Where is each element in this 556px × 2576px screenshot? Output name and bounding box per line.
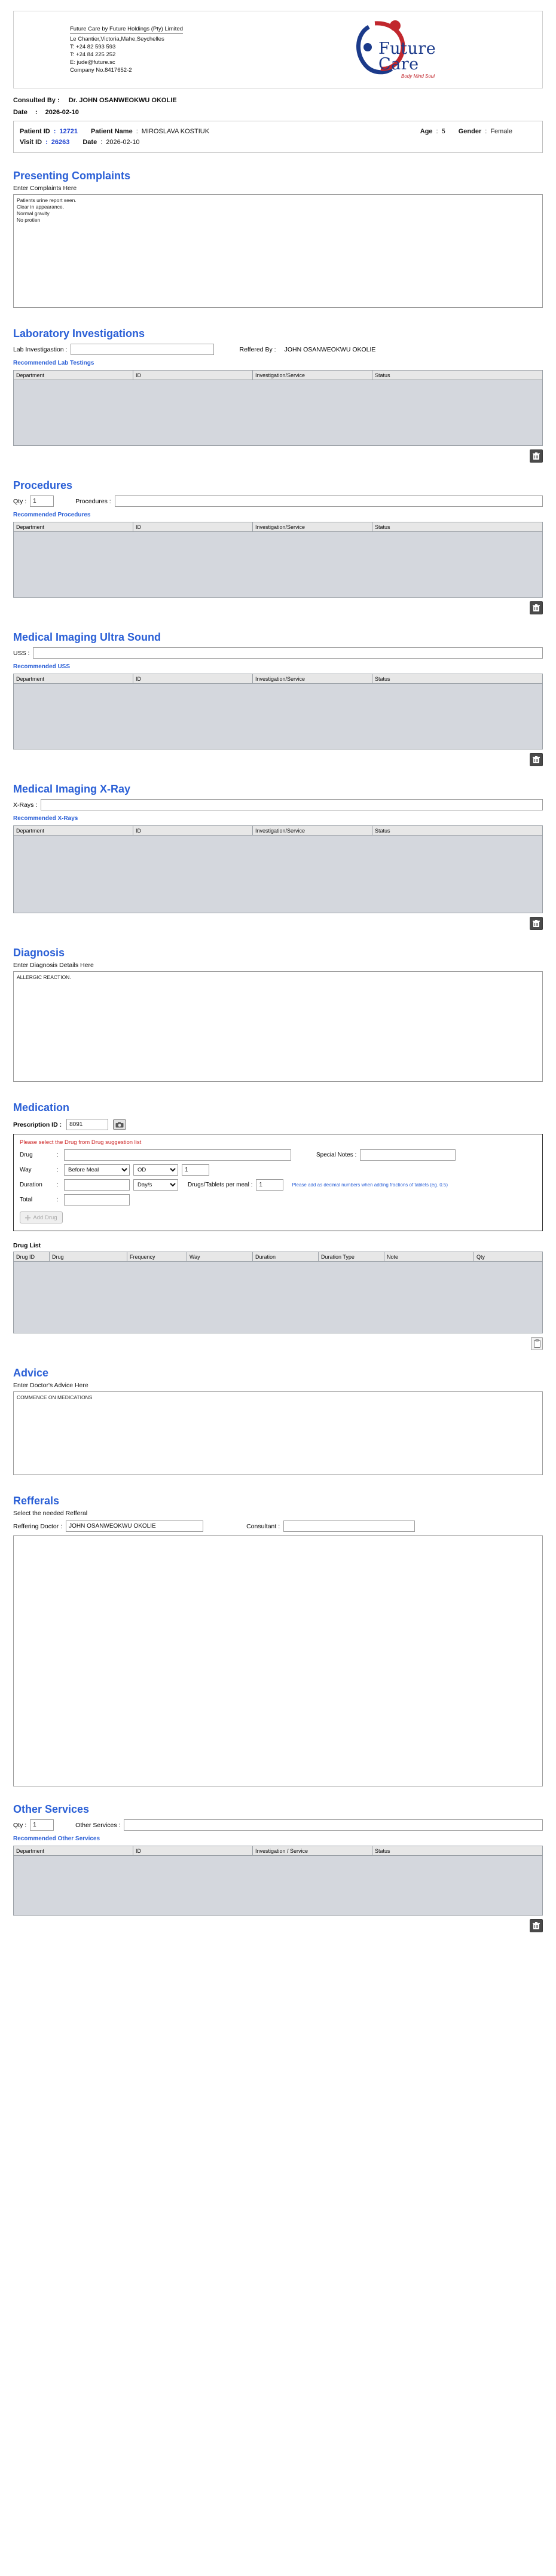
frequency-select[interactable]	[133, 1164, 178, 1176]
total-row	[20, 1194, 536, 1206]
drug-list-table	[13, 1252, 543, 1333]
other-services-label: Other Services :	[75, 1821, 121, 1829]
patient-name-label: Patient Name	[91, 128, 133, 135]
visit-id-colon: :	[45, 139, 48, 146]
company-name: Future Care by Future Holdings (Pty) Limited	[70, 25, 183, 34]
patient-age-value: 5	[441, 128, 445, 135]
xray-empty-row	[14, 836, 543, 913]
recommended-other-services-link[interactable]: Recommended Other Services	[13, 1835, 100, 1842]
os-col-id: ID	[133, 1846, 253, 1856]
camera-icon	[115, 1122, 124, 1128]
procedures-input-row	[13, 495, 543, 507]
uss-input[interactable]	[33, 647, 543, 659]
drug-col-duration: Duration	[253, 1252, 319, 1262]
diagnosis-title: Diagnosis	[13, 947, 65, 959]
drug-col-way: Way	[187, 1252, 253, 1262]
patient-id-colon: :	[53, 128, 56, 135]
clinic-logo	[273, 19, 534, 81]
lab-input-row	[13, 344, 543, 355]
procedures-title: Procedures	[13, 479, 73, 491]
duration-label: Duration	[20, 1182, 42, 1188]
date-colon: :	[35, 109, 38, 116]
procedures-input[interactable]	[115, 495, 543, 507]
medication-entry-box	[13, 1134, 543, 1231]
trash-icon	[533, 452, 540, 460]
uss-col-department: Department	[14, 674, 133, 684]
patient-name-colon: :	[136, 128, 138, 135]
os-col-status: Status	[372, 1846, 543, 1856]
uss-col-status: Status	[372, 674, 543, 684]
drug-col-duration-type: Duration Type	[319, 1252, 384, 1262]
uss-empty-row	[14, 684, 543, 749]
duration-colon: :	[57, 1182, 59, 1188]
xray-col-department: Department	[14, 826, 133, 836]
visit-date-label: Date	[83, 139, 97, 146]
lab-delete-button[interactable]	[530, 449, 543, 463]
other-services-qty-label: Qty :	[13, 1821, 27, 1829]
company-tel-1: T: +24 82 593 593	[70, 44, 116, 50]
consulted-by-label: Consulted By :	[13, 97, 60, 104]
decimal-hint: Please add as decimal numbers when adding fractions of tablets (eg. 0.5)	[292, 1182, 448, 1188]
other-services-table	[13, 1846, 543, 1916]
uss-label: USS :	[13, 649, 30, 657]
clinic-info	[22, 25, 273, 74]
other-services-title: Other Services	[13, 1803, 90, 1815]
drug-col-id: Drug ID	[14, 1252, 50, 1262]
trash-icon	[533, 920, 540, 928]
visit-id-value: 26263	[51, 139, 70, 146]
proc-col-service: Investigation/Service	[253, 522, 372, 532]
total-colon: :	[57, 1197, 59, 1203]
special-notes-label: Special Notes :	[316, 1152, 357, 1158]
other-services-qty-input[interactable]	[30, 1819, 54, 1831]
xray-delete-button[interactable]	[530, 917, 543, 930]
visit-date-value: 2026-02-10	[106, 139, 140, 146]
lab-investigation-input[interactable]	[71, 344, 214, 355]
uss-col-id: ID	[133, 674, 253, 684]
consulted-by-doctor: Dr. JOHN OSANWEOKWU OKOLIE	[68, 97, 177, 104]
presenting-complaints-title: Presenting Complaints	[13, 170, 131, 182]
company-email: E: jude@future.sc	[70, 59, 115, 66]
patient-age-colon: :	[436, 128, 438, 135]
per-meal-input[interactable]	[256, 1179, 283, 1191]
xray-input[interactable]	[41, 799, 543, 810]
other-services-delete-button[interactable]	[530, 1919, 543, 1932]
lab-col-id: ID	[133, 371, 253, 380]
drug-col-frequency: Frequency	[127, 1252, 187, 1262]
patient-row-1	[20, 126, 536, 137]
date-label: Date	[13, 109, 28, 116]
lab-investigations-title: Laboratory Investigations	[13, 328, 145, 339]
drug-label: Drug	[20, 1152, 33, 1158]
patient-id-label: Patient ID	[20, 128, 50, 135]
trash-icon	[533, 756, 540, 764]
recommended-lab-testings-link[interactable]: Recommended Lab Testings	[13, 360, 94, 366]
lab-col-department: Department	[14, 371, 133, 380]
patient-info-box	[13, 121, 543, 153]
date-value: 2026-02-10	[45, 109, 79, 116]
patient-age-label: Age	[420, 128, 433, 135]
patient-gender-value: Female	[490, 128, 512, 135]
way-row	[20, 1164, 536, 1176]
other-services-empty-row	[14, 1856, 543, 1916]
procedures-label: Procedures :	[75, 497, 111, 505]
patient-name-value: MIROSLAVA KOSTIUK	[141, 128, 210, 135]
referrals-sub-label: Select the needed Refferal	[13, 1510, 88, 1517]
procedures-empty-row	[14, 532, 543, 598]
consultant-label: Consultant :	[246, 1522, 280, 1530]
xray-col-status: Status	[372, 826, 543, 836]
referrals-panel[interactable]	[13, 1535, 543, 1786]
os-col-department: Department	[14, 1846, 133, 1856]
ultrasound-title: Medical Imaging Ultra Sound	[13, 631, 161, 643]
plus-icon	[25, 1215, 30, 1220]
trash-icon	[533, 604, 540, 612]
patient-row-2	[20, 137, 536, 148]
xray-col-id: ID	[133, 826, 253, 836]
clipboard-icon	[534, 1339, 540, 1348]
add-drug-button[interactable]	[20, 1211, 63, 1223]
logo-wordmark: Future Care	[378, 39, 436, 74]
referral-doctor-row	[13, 1520, 543, 1532]
lab-empty-row	[14, 380, 543, 446]
drug-col-note: Note	[384, 1252, 474, 1262]
company-number: Company No.8417652-2	[70, 67, 132, 74]
lab-col-service: Investigation/Service	[253, 371, 372, 380]
trash-icon	[533, 1922, 540, 1930]
drug-input[interactable]	[64, 1149, 291, 1161]
lab-results-table	[13, 370, 543, 446]
drug-list-clipboard-button[interactable]	[531, 1337, 543, 1350]
consult-date-row	[13, 109, 543, 116]
recommended-uss-link[interactable]: Recommended USS	[13, 663, 71, 670]
complaints-textarea[interactable]	[13, 194, 543, 308]
medication-warning: Please select the Drug from Drug suggestion list	[20, 1139, 142, 1146]
drug-list-empty-row	[14, 1262, 543, 1333]
xray-title: Medical Imaging X-Ray	[13, 783, 131, 795]
way-select[interactable]	[64, 1164, 130, 1176]
duration-input[interactable]	[64, 1179, 130, 1191]
lab-input-label: Lab Investigastion :	[13, 345, 68, 353]
drug-list-title: Drug List	[13, 1242, 41, 1249]
referrals-title: Refferals	[13, 1495, 60, 1507]
os-col-service: Investigation / Service	[253, 1846, 372, 1856]
other-services-input-row	[13, 1819, 543, 1831]
prescription-id-row	[13, 1119, 543, 1130]
add-drug-label: Add Drug	[33, 1214, 57, 1221]
proc-col-department: Department	[14, 522, 133, 532]
recommended-procedures-link[interactable]: Recommended Procedures	[13, 512, 91, 518]
way-label: Way	[20, 1167, 32, 1173]
consultant-input[interactable]	[283, 1520, 415, 1532]
proc-col-status: Status	[372, 522, 543, 532]
procedures-delete-button[interactable]	[530, 601, 543, 614]
drug-row	[20, 1149, 536, 1161]
medication-title: Medication	[13, 1102, 70, 1113]
uss-table	[13, 674, 543, 749]
duration-row	[20, 1179, 536, 1191]
xray-col-service: Investigation/Service	[253, 826, 372, 836]
xray-table	[13, 825, 543, 913]
referring-doctor-input[interactable]	[66, 1520, 203, 1532]
way-qty-input[interactable]	[182, 1164, 209, 1176]
patient-gender-label: Gender	[458, 128, 482, 135]
diagnosis-textarea[interactable]	[13, 971, 543, 1082]
per-meal-label: Drugs/Tablets per meal :	[188, 1182, 253, 1188]
procedures-table	[13, 522, 543, 598]
xray-input-row	[13, 799, 543, 810]
advice-sub-label: Enter Doctor's Advice Here	[13, 1382, 88, 1389]
company-address: Le Chantier,Victoria,Mahe,Seychelles	[70, 36, 164, 42]
prescription-id-input[interactable]	[66, 1119, 108, 1130]
drug-col-qty: Qty	[474, 1252, 543, 1262]
prescription-id-label: Prescription ID :	[13, 1121, 62, 1128]
way-colon: :	[57, 1167, 59, 1173]
company-tel-2: T: +24 84 225 252	[70, 51, 116, 58]
procedures-qty-label: Qty :	[13, 497, 27, 505]
other-services-input[interactable]	[124, 1819, 543, 1831]
logo-tagline: Body Mind Soul	[401, 73, 435, 79]
lab-col-status: Status	[372, 371, 543, 380]
drug-colon: :	[57, 1152, 59, 1158]
xray-label: X-Rays :	[13, 801, 38, 809]
duration-type-select[interactable]	[133, 1179, 178, 1191]
lab-referred-label: Reffered By :	[239, 345, 276, 353]
visit-id-label: Visit ID	[20, 139, 42, 146]
advice-textarea[interactable]	[13, 1391, 543, 1475]
uss-col-service: Investigation/Service	[253, 674, 372, 684]
patient-id-value: 12721	[59, 128, 78, 135]
drug-col-drug: Drug	[50, 1252, 127, 1262]
consulted-by-row	[13, 97, 543, 104]
total-label: Total	[20, 1197, 33, 1203]
uss-input-row	[13, 647, 543, 659]
recommended-xrays-link[interactable]: Recommended X-Rays	[13, 815, 78, 822]
visit-date-colon: :	[100, 139, 103, 146]
patient-gender-colon: :	[485, 128, 487, 135]
clinic-header	[13, 11, 543, 88]
total-input[interactable]	[64, 1194, 130, 1206]
procedures-qty-input[interactable]	[30, 495, 54, 507]
lab-referred-value: JOHN OSANWEOKWU OKOLIE	[284, 345, 376, 353]
complaints-sub-label: Enter Complaints Here	[13, 185, 77, 192]
camera-button[interactable]	[113, 1119, 126, 1130]
advice-title: Advice	[13, 1367, 49, 1379]
diagnosis-sub-label: Enter Diagnosis Details Here	[13, 962, 94, 969]
referring-doctor-label: Reffering Doctor :	[13, 1522, 63, 1530]
uss-delete-button[interactable]	[530, 753, 543, 766]
special-notes-input[interactable]	[360, 1149, 456, 1161]
proc-col-id: ID	[133, 522, 253, 532]
